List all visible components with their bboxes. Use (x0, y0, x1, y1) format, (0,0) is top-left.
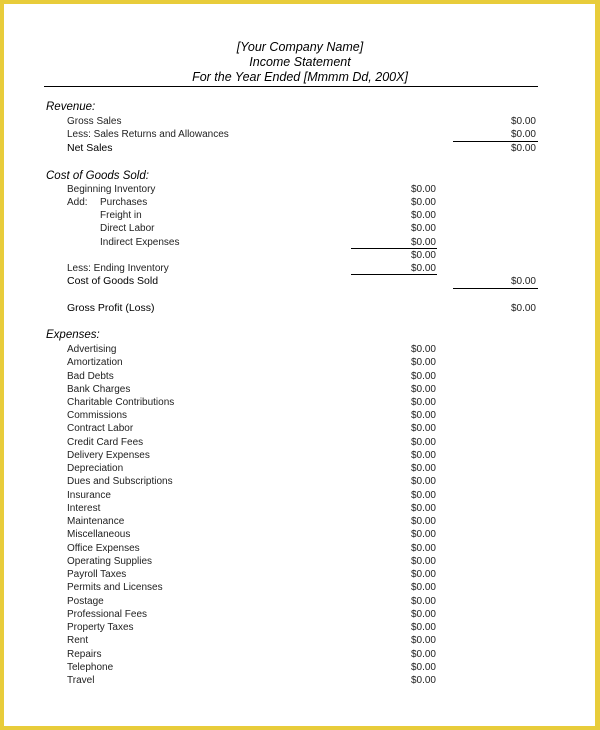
expense-row (0, 528, 600, 541)
expense-value: $0.00 (410, 648, 436, 660)
gross-sales-row (0, 115, 600, 128)
expense-value: $0.00 (410, 463, 436, 475)
expense-label: Advertising (67, 344, 117, 355)
expense-row (0, 542, 600, 555)
expense-row (0, 555, 600, 568)
statement-title: Income Statement (249, 55, 351, 69)
expense-row (0, 515, 600, 528)
expense-row (0, 595, 600, 608)
expense-label: Interest (67, 502, 101, 514)
net-sales-row (0, 142, 600, 155)
cogs-subtotal-row (0, 249, 600, 262)
expense-label: Rent (67, 635, 89, 647)
expense-value: $0.00 (410, 529, 436, 541)
beginning-inventory-row (0, 183, 600, 196)
cogs-total-value: $0.00 (510, 276, 536, 287)
expense-label: Depreciation (67, 463, 124, 475)
expense-row (0, 383, 600, 396)
expense-row (0, 581, 600, 594)
expense-value: $0.00 (410, 423, 436, 435)
cogs-total-row (0, 275, 600, 288)
cogs-total-label: Cost of Goods Sold (67, 275, 159, 287)
expense-label: Postage (67, 595, 104, 607)
cogs-subtotal-value: $0.00 (410, 250, 436, 261)
expense-row (0, 449, 600, 462)
watermark (290, 679, 293, 689)
expense-label: Delivery Expenses (67, 449, 150, 461)
purchases-value: $0.00 (410, 197, 436, 208)
expense-row (0, 409, 600, 422)
expense-value: $0.00 (410, 516, 436, 528)
expense-row (0, 674, 600, 687)
expense-value: $0.00 (410, 582, 436, 594)
indirect-expenses-label: Indirect Expenses (100, 237, 180, 248)
expense-value: $0.00 (410, 542, 436, 554)
sales-returns-label: Less: Sales Returns and Allowances (67, 129, 229, 140)
ending-inventory-label: Less: Ending Inventory (67, 263, 169, 274)
expense-value: $0.00 (410, 436, 436, 448)
expense-value: $0.00 (410, 675, 436, 686)
expense-value: $0.00 (410, 608, 436, 620)
expense-label: Dues and Subscriptions (67, 476, 173, 488)
expense-row (0, 370, 600, 383)
expense-value: $0.00 (410, 449, 436, 461)
expenses-heading: Expenses: (46, 329, 100, 341)
sales-returns-value: $0.00 (510, 129, 536, 140)
expense-row (0, 422, 600, 435)
expense-label: Miscellaneous (67, 529, 131, 541)
expense-value: $0.00 (410, 661, 436, 673)
expense-label: Telephone (67, 661, 114, 673)
expense-label: Insurance (67, 489, 111, 501)
expense-row (0, 462, 600, 475)
expense-value: $0.00 (410, 370, 436, 382)
purchases-label: Purchases (100, 197, 148, 208)
statement-period: For the Year Ended [Mmmm Dd, 200X] (192, 70, 408, 84)
header-divider (44, 86, 538, 87)
expense-value: $0.00 (410, 344, 436, 355)
freight-value: $0.00 (410, 210, 436, 221)
expense-value: $0.00 (410, 622, 436, 633)
ending-inventory-value: $0.00 (410, 263, 436, 274)
net-sales-label: Net Sales (67, 142, 113, 154)
revenue-heading: Revenue: (46, 101, 96, 113)
company-name: [Your Company Name] (236, 40, 364, 54)
add-label: Add: (67, 197, 88, 208)
expense-label: Bank Charges (67, 383, 131, 395)
expense-value: $0.00 (410, 555, 436, 567)
net-sales-value: $0.00 (510, 143, 536, 154)
sales-returns-row (0, 128, 600, 141)
expense-value: $0.00 (410, 357, 436, 369)
expense-row (0, 356, 600, 369)
expense-row (0, 475, 600, 488)
expense-row (0, 661, 600, 674)
freight-row (0, 209, 600, 222)
direct-labor-value: $0.00 (410, 223, 436, 234)
cogs-heading: Cost of Goods Sold: (46, 170, 149, 182)
expense-value: $0.00 (410, 635, 436, 647)
gross-profit-row (0, 302, 600, 315)
expense-value: $0.00 (410, 383, 436, 395)
expense-label: Bad Debts (67, 370, 114, 382)
ending-inventory-row (0, 262, 600, 275)
expense-label: Office Expenses (67, 542, 140, 554)
expense-label: Amortization (67, 357, 123, 369)
expense-value: $0.00 (410, 595, 436, 607)
expense-label: Permits and Licenses (67, 582, 163, 594)
expense-label: Property Taxes (67, 622, 134, 633)
beginning-inventory-value: $0.00 (410, 184, 436, 195)
expense-row (0, 634, 600, 647)
purchases-row (0, 196, 600, 209)
expense-label: Payroll Taxes (67, 569, 127, 581)
freight-label: Freight in (100, 210, 142, 221)
gross-sales-label: Gross Sales (67, 116, 122, 127)
expense-row (0, 489, 600, 502)
expense-value: $0.00 (410, 502, 436, 514)
gross-profit-value: $0.00 (510, 303, 536, 314)
expense-label: Commissions (67, 410, 128, 422)
expense-row (0, 621, 600, 634)
expense-label: Credit Card Fees (67, 436, 144, 448)
indirect-expenses-value: $0.00 (410, 237, 436, 248)
expense-row (0, 343, 600, 356)
beginning-inventory-label: Beginning Inventory (67, 184, 156, 195)
expense-row (0, 396, 600, 409)
expense-label: Maintenance (67, 516, 125, 528)
expense-row (0, 608, 600, 621)
expense-value: $0.00 (410, 489, 436, 501)
expense-label: Repairs (67, 648, 102, 660)
expense-row (0, 648, 600, 661)
expense-row (0, 568, 600, 581)
expense-row (0, 436, 600, 449)
gross-profit-label: Gross Profit (Loss) (67, 302, 155, 314)
expense-label: Charitable Contributions (67, 397, 175, 408)
expense-value: $0.00 (410, 397, 436, 408)
expense-label: Contract Labor (67, 423, 134, 435)
expense-value: $0.00 (410, 410, 436, 422)
expense-row (0, 502, 600, 515)
expense-label: Operating Supplies (67, 555, 153, 567)
expense-value: $0.00 (410, 476, 436, 488)
indirect-expenses-row (0, 236, 600, 249)
expense-label: Professional Fees (67, 608, 148, 620)
gross-sales-value: $0.00 (510, 116, 536, 127)
expense-value: $0.00 (410, 569, 436, 581)
direct-labor-row (0, 222, 600, 235)
cogs-total-underline (453, 288, 538, 289)
expense-label: Travel (67, 675, 95, 686)
direct-labor-label: Direct Labor (100, 223, 155, 234)
